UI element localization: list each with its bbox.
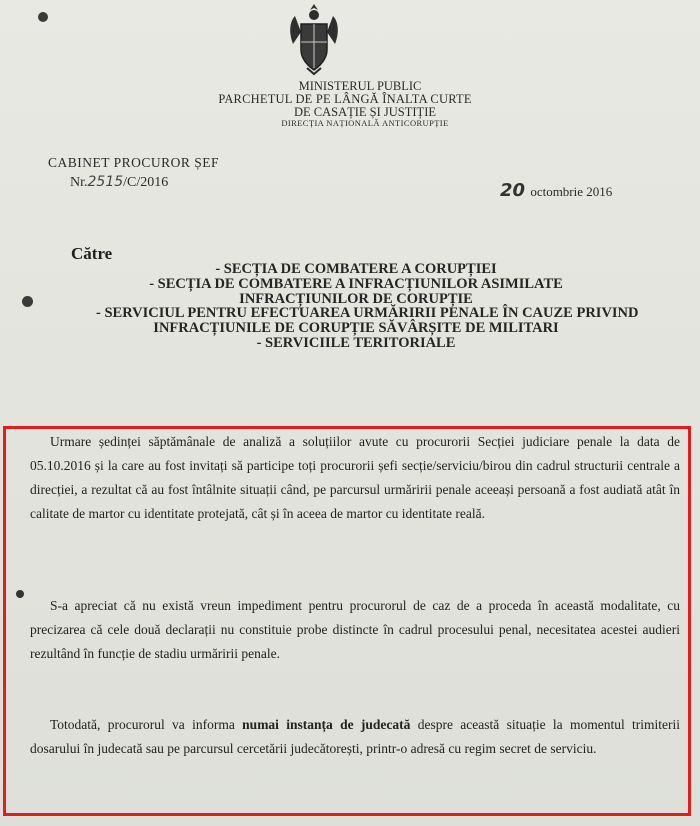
letterhead — [200, 80, 490, 128]
paragraph-3-before: Totodată, procurorul va informa — [50, 717, 243, 732]
paragraph-2-text: S-a apreciat că nu există vreun impediment pentru procurorul de caz de a proceda în această modalitate, cu precizarea că cele două declarații nu constituie probe distincte în cadrul procesului penal, necesitatea acestei audieri rezultând în funcție de stadiu urmăririi penale. — [30, 598, 680, 661]
document-date — [500, 180, 612, 201]
directorate-name: DIRECȚIA NAȚIONALĂ ANTICORUPȚIE — [281, 118, 449, 129]
body-paragraph-2 — [30, 594, 680, 666]
coat-of-arms-icon — [287, 2, 341, 76]
recipient-line: - SECȚIA DE COMBATERE A INFRACȚIUNILOR ASIMILATE — [149, 275, 563, 292]
ink-dot — [16, 590, 24, 598]
addressee-heading: Către — [71, 244, 113, 263]
punch-hole — [38, 12, 48, 22]
body-paragraph-3 — [30, 713, 680, 761]
recipient-line: - SECȚIA DE COMBATERE A CORUPȚIEI — [215, 261, 497, 277]
paragraph-3-bold: numai instanța de judecată — [242, 717, 411, 732]
body-paragraph-1 — [30, 430, 680, 526]
paragraph-1-text: Urmare ședinței săptămânale de analiză a soluțiilor avute cu procurorii Secției judiciare penale la data de 05.10.2016 și la care au fost invitați să participe toți procurorii șefi secție/serviciu/birou din cadrul structurii centrale a direcției, a rezultat că au fost întâlnite situații când, pe parcursul urmăririi penale aceeași persoană a fost audiată atât în calitate de martor cu identitate protejată, cât și în aceea de martor cu identitate reală. — [30, 434, 680, 521]
date-day-handwritten: 20 — [500, 180, 526, 201]
ministry-name: MINISTERUL PUBLIC — [298, 79, 422, 93]
recipients-list — [96, 261, 639, 351]
recipient-line: INFRACȚIUNILE DE CORUPȚIE SĂVÂRȘITE DE MILITARI — [153, 320, 559, 337]
recipient-line: - SERVICIUL PENTRU EFECTUAREA URMĂRIRII PENALE ÎN CAUZE PRIVIND — [96, 305, 639, 322]
date-month-year: octombrie 2016 — [530, 184, 613, 199]
nr-prefix: Nr. — [70, 175, 88, 190]
registration-number — [70, 174, 168, 191]
cabinet-label: CABINET PROCUROR ȘEF — [48, 155, 220, 170]
nr-handwritten: 2515 — [87, 174, 124, 190]
paragraph-3-after: despre această situație la momentul trimiterii dosarului în judecată sau pe parcursul cercetării judecătorești, printr-o adresă cu regim secret de serviciu. — [30, 717, 681, 756]
recipient-line: INFRACȚIUNILOR DE CORUPȚIE — [239, 290, 473, 307]
office-line-1: PARCHETUL DE PE LÂNGĂ ÎNALTA CURTE — [218, 92, 472, 107]
recipient-line: - SERVICIILE TERITORIALE — [256, 334, 456, 351]
office-line-2: DE CASAȚIE ȘI JUSTIȚIE — [293, 105, 436, 120]
nr-suffix: /C/2016 — [123, 175, 169, 190]
punch-hole — [22, 296, 33, 307]
